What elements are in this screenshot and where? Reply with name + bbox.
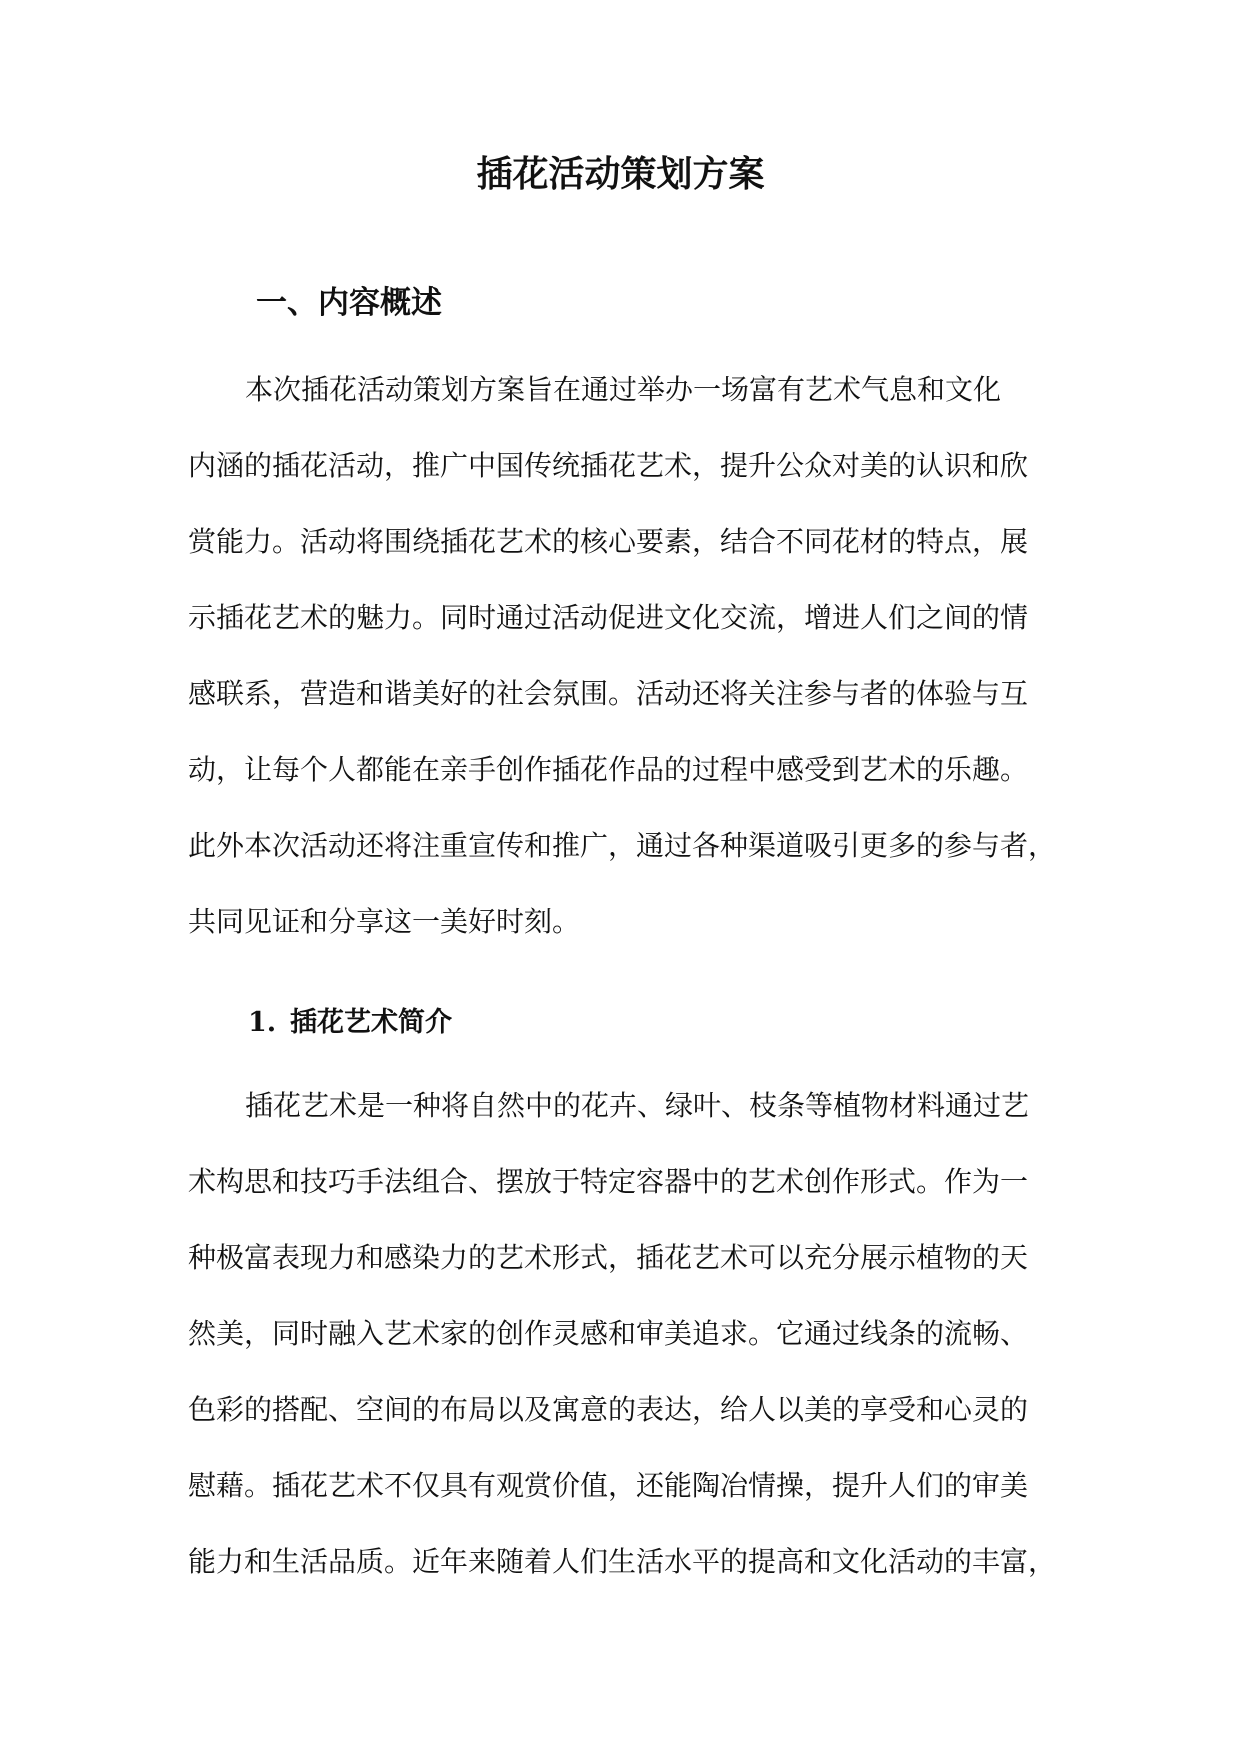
subsection-title: 插花艺术简介: [290, 1007, 452, 1038]
paragraph-line: 插花艺术是一种将自然中的花卉、绿叶、枝条等植物材料通过艺: [245, 1089, 1030, 1122]
overview-paragraph: [188, 352, 1058, 960]
paragraph-line: 内涵的插花活动，推广中国传统插花艺术，提升公众对美的认识和欣: [188, 449, 1029, 482]
paragraph-line: 示插花艺术的魅力。同时通过活动促进文化交流，增进人们之间的情: [188, 601, 1029, 634]
paragraph-line: 感联系，营造和谐美好的社会氛围。活动还将关注参与者的体验与互: [188, 677, 1029, 710]
subsection-number: 1.: [248, 1007, 277, 1038]
paragraph-line: 赏能力。活动将围绕插花艺术的核心要素，结合不同花材的特点，展: [188, 525, 1029, 558]
paragraph-line: 此外本次活动还将注重宣传和推广，通过各种渠道吸引更多的参与者，: [188, 829, 1057, 862]
document-title: 插花活动策划方案: [476, 153, 765, 195]
paragraph-line: 色彩的搭配、空间的布局以及寓意的表达，给人以美的享受和心灵的: [188, 1393, 1029, 1426]
paragraph-line: 种极富表现力和感染力的艺术形式，插花艺术可以充分展示植物的天: [188, 1241, 1029, 1274]
paragraph-line: 本次插花活动策划方案旨在通过举办一场富有艺术气息和文化: [245, 373, 1002, 406]
section-heading-overview: 一、内容概述: [256, 285, 442, 321]
paragraph-line: 共同见证和分享这一美好时刻。: [188, 905, 581, 938]
paragraph-line: 动，让每个人都能在亲手创作插花作品的过程中感受到艺术的乐趣。: [188, 753, 1029, 786]
intro-paragraph: [188, 1068, 1058, 1600]
paragraph-line: 术构思和技巧手法组合、摆放于特定容器中的艺术创作形式。作为一: [188, 1165, 1029, 1198]
subsection-heading-intro: [248, 1002, 452, 1044]
paragraph-line: 然美，同时融入艺术家的创作灵感和审美追求。它通过线条的流畅、: [188, 1317, 1029, 1350]
paragraph-line: 慰藉。插花艺术不仅具有观赏价值，还能陶冶情操，提升人们的审美: [188, 1469, 1029, 1502]
paragraph-line: 能力和生活品质。近年来随着人们生活水平的提高和文化活动的丰富，: [188, 1545, 1057, 1578]
